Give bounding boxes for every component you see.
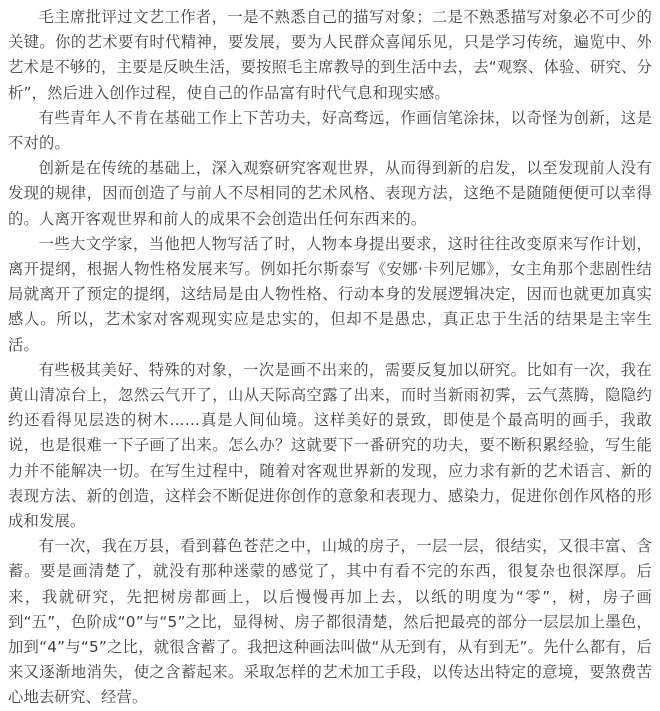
paragraph-huangshan: 有些极其美好、特殊的对象，一次是画不出来的，需要反复加以研究。比如有一次，我在黄山清凉台上，忽然云气开了，山从天际高空露了出来，而时当新雨初霁，云气蒸腾，隐隐约约还看得见层迭的树木……真是人间仙境。这样美好的景致，即使是个最高明的画手，我敢说，也是很难一下子画了出来。怎么办？这就要下一番研究的功夫，要不断积累经验，写生能力并不能解决一切。在写生过程中，随着对客观世界新的发现，应力求有新的艺术语言、新的表现方法、新的创造，这样会不断促进你创作的意象和表现力、感染力，促进你创作风格的形成和发展。 [8, 360, 652, 531]
paragraph-wanxian: 有一次，我在万县，看到暮色苍茫之中，山城的房子，一层一层，很结实，又很丰富、含蓄。要是画清楚了，就没有那种迷蒙的感觉了，其中有看不完的东西，很复杂也很深厚。后来，我就研究，先把树房都画上，以后慢慢再加上去，以纸的明度为“零”，树，房子画到“五”，色阶成“0”与“5”之比，显得树、房子都很清楚，然后把最亮的部分一层层加上墨色，加到“4”与“5”之比，就很含蓄了。我把这种画法叫做“从无到有，从有到无”。先什么都有，后来又逐渐地消失，使之含蓄起来。采取怎样的艺术加工手段，以传达出特定的意境，要煞费苦心地去研究、经营。 [8, 537, 652, 707]
paragraph-innovation: 创新是在传统的基础上，深入观察研究客观世界，从而得到新的启发，以至发现前人没有发现的规律，因而创造了与前人不尽相同的艺术风格、表现方法，这绝不是随随便便可以幸得的。人离开客观世界和前人的成果不会创造出任何东西来的。 [8, 159, 652, 228]
paragraph-great-writers: 一些大文学家，当他把人物写活了时，人物本身提出要求，这时往往改变原来写作计划，离开提纲，根据人物性格发展来写。例如托尔斯泰写《安娜·卡列尼娜》，女主角那个悲剧性结局就离开了预定的提纲，这结局是由人物性格、行动本身的发展逻辑决定，因而也就更加真实感人。所以，艺术家对客观现实应是忠实的，但却不是愚忠，真正忠于生活的结果是主宰生活。 [8, 234, 652, 354]
paragraph-young-people: 有些青年人不肯在基础工作上下苦功夫，好高骛远，作画信笔涂抹，以奇怪为创新，这是不对的。 [8, 108, 652, 153]
paragraph-criticism: 毛主席批评过文艺工作者，一是不熟悉自己的描写对象；二是不熟悉描写对象必不可少的关键。你的艺术要有时代精神，要发展，要为人民群众喜闻乐见，只是学习传统，遍览中、外艺术是不够的，主要是反映生活，要按照毛主席教导的到生活中去，去“观察、体验、研究、分析”，然后进入创作过程，使自己的作品富有时代气息和现实感。 [8, 8, 652, 102]
